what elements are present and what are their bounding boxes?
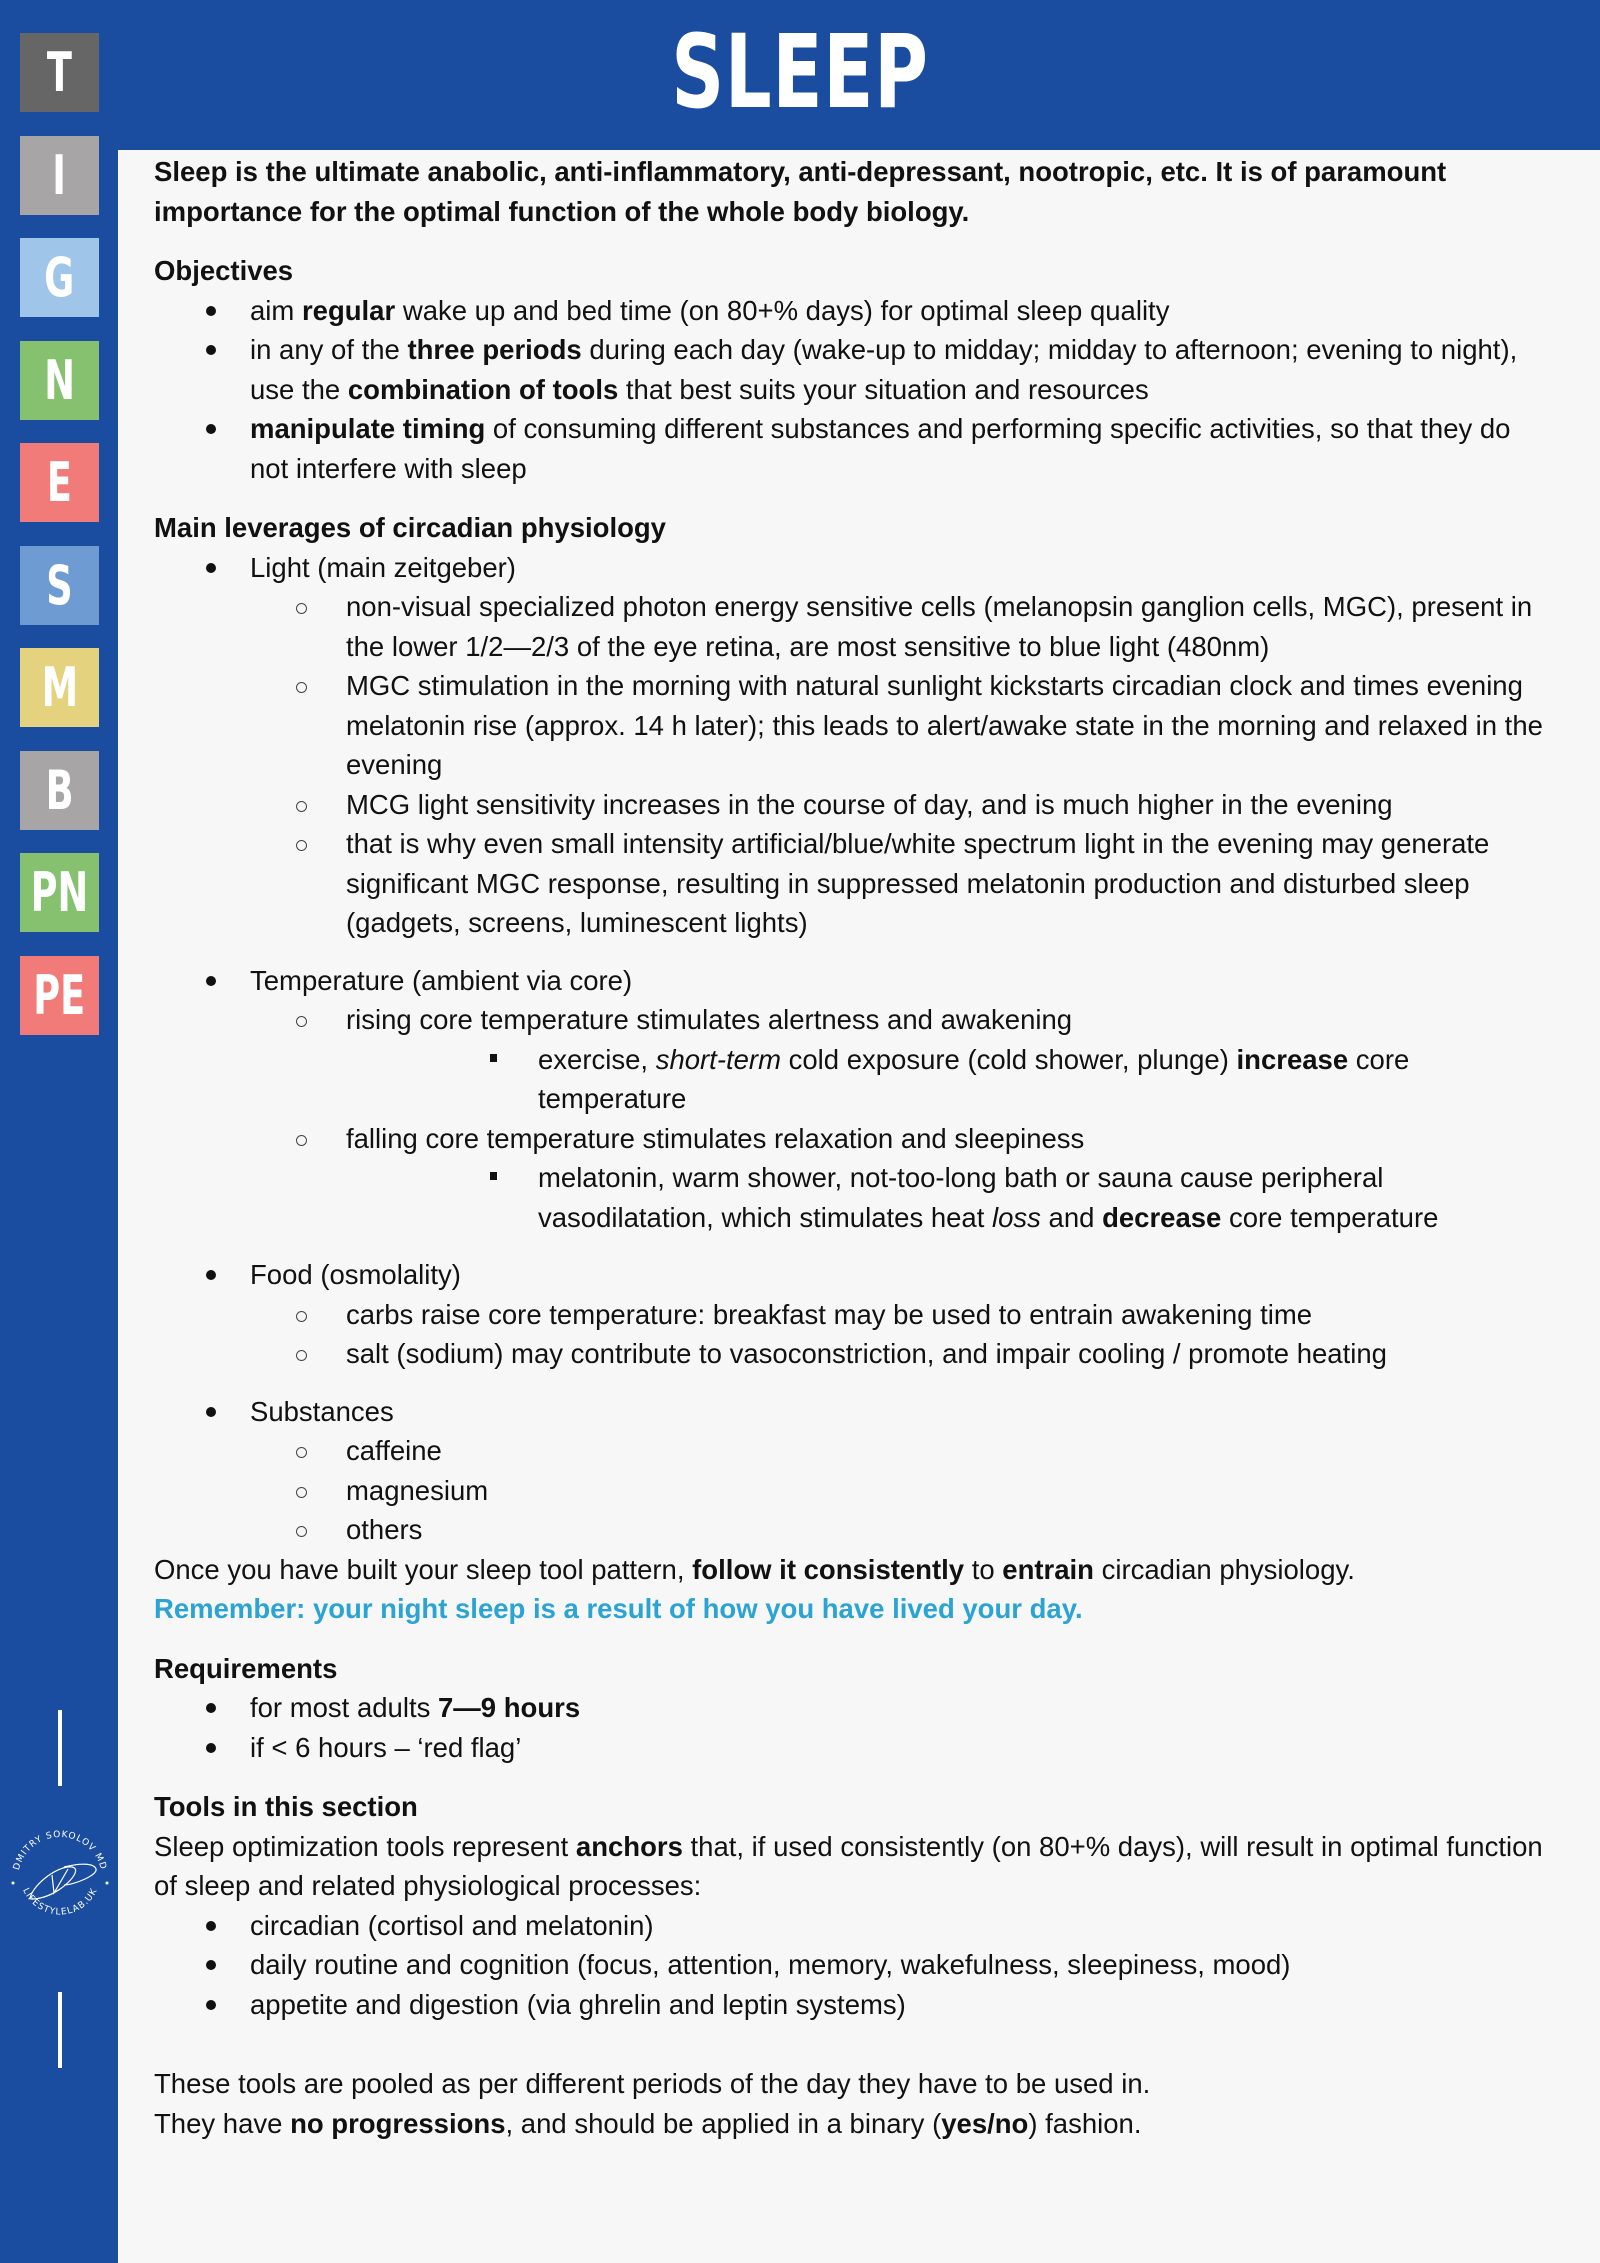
list-item: circadian (cortisol and melatonin) (154, 1906, 1554, 1946)
leverage-food: Food (osmolality) carbs raise core temperature: breakfast may be used to entrain awakening time salt (sodium) may contribute to vasoconstriction, and impair cooling / promote heating (154, 1255, 1554, 1374)
list-item: magnesium (250, 1471, 1554, 1511)
leverage-substances: Substances caffeine magnesium others (154, 1392, 1554, 1550)
leverage-light: Light (main zeitgeber) non-visual specialized photon energy sensitive cells (melanopsin ganglion cells, MGC), present in the lower 1/2—2/3 of the eye retina, are most sensitive to blue light (480nm) MGC stimulation in the morning with natural sunlight kickstarts circadian clock and times evening melatonin rise (approx. 14 h later); this leads to alert/awake state in the morning and relaxed in the evening MCG light sensitivity increases in the course of day, and is much higher in the evening that is why even small intensity artificial/blue/white spectrum light in the evening may generate significant MGC response, resulting in suppressed melatonin production and disturbed sleep (gadgets, screens, luminescent lights) (154, 548, 1554, 943)
tools-heading: Tools in this section (154, 1791, 418, 1822)
list-item: appetite and digestion (via ghrelin and leptin systems) (154, 1985, 1554, 2025)
list-item: rising core temperature stimulates alertness and awakening exercise, short-term cold exposure (cold shower, plunge) increase core temperature (250, 1000, 1554, 1119)
tile-nav (20, 33, 99, 1058)
leverages-list (154, 548, 1554, 1550)
list-item: MCG light sensitivity increases in the course of day, and is much higher in the evening (250, 785, 1554, 825)
list-item: aim regular wake up and bed time (on 80+% days) for optimal sleep quality (154, 291, 1554, 331)
tools-footer-line2: They have no progressions, and should be applied in a binary (yes/no) fashion. (154, 2107, 1142, 2139)
objectives-heading: Objectives (154, 255, 294, 286)
svg-text:DMITRY SOKOLOV MD: DMITRY SOKOLOV MD (11, 1829, 109, 1872)
consistency-paragraph: Once you have built your sleep tool pattern, follow it consistently to entrain circadian physiology. (154, 1553, 1355, 1585)
intro-paragraph: Sleep is the ultimate anabolic, anti-inflammatory, anti-depressant, nootropic, etc. It is of paramount importance for the optimal function of the whole body biology. (154, 156, 1447, 227)
requirements-heading: Requirements (154, 1652, 338, 1684)
list-item: non-visual specialized photon energy sensitive cells (melanopsin ganglion cells, MGC), present in the lower 1/2—2/3 of the eye retina, are most sensitive to blue light (480nm) (250, 587, 1554, 666)
list-item: for most adults 7—9 hours (154, 1688, 1554, 1728)
list-item: daily routine and cognition (focus, attention, memory, wakefulness, sleepiness, mood) (154, 1945, 1554, 1985)
tile-i[interactable]: I (20, 136, 99, 215)
sidebar (0, 0, 118, 2263)
page-header (118, 0, 1600, 150)
divider-line-bottom (58, 1992, 62, 2068)
list-item: melatonin, warm shower, not-too-long bath or sauna cause peripheral vasodilatation, which stimulates heat loss and decrease core temperature (442, 1158, 1554, 1237)
signature-logo-icon (4, 1823, 116, 1935)
page-title: SLEEP (671, 13, 929, 132)
remember-callout: Remember: your night sleep is a result of how you have lived your day. (154, 1593, 1083, 1624)
list-item: caffeine (250, 1431, 1554, 1471)
list-item: carbs raise core temperature: breakfast may be used to entrain awakening time (250, 1295, 1554, 1335)
requirements-list (154, 1688, 1554, 1767)
tools-list (154, 1906, 1554, 2025)
tile-pe[interactable]: PE (20, 956, 99, 1035)
tile-b[interactable]: B (20, 751, 99, 830)
list-item: others (250, 1510, 1554, 1550)
list-item: salt (sodium) may contribute to vasoconstriction, and impair cooling / promote heating (250, 1334, 1554, 1374)
list-item: in any of the three periods during each day (wake-up to midday; midday to afternoon; evening to night), use the combination of tools that best suits your situation and resources (154, 330, 1554, 409)
tile-g[interactable]: G (20, 238, 99, 317)
tile-pn[interactable]: PN (20, 853, 99, 932)
divider-line-top (58, 1710, 62, 1786)
document-body (154, 150, 1554, 2143)
tile-m[interactable]: M (20, 648, 99, 727)
list-item: manipulate timing of consuming different substances and performing specific activities, so that they do not interfere with sleep (154, 409, 1554, 488)
tile-n[interactable]: N (20, 341, 99, 420)
leverage-temperature: Temperature (ambient via core) rising core temperature stimulates alertness and awakening exercise, short-term cold exposure (cold shower, plunge) increase core temperature falling core temperature stimulates relaxation and sleepiness melatonin, warm shower, not-too-long bath or sauna cause peripheral vasodilatation, which stimulates heat loss and decrease core temperature (154, 961, 1554, 1238)
tile-e[interactable]: E (20, 443, 99, 522)
list-item: exercise, short-term cold exposure (cold shower, plunge) increase core temperature (442, 1040, 1554, 1119)
objectives-list (154, 291, 1554, 489)
tools-paragraph: Sleep optimization tools represent anchors that, if used consistently (on 80+% days), will result in optimal function of sleep and related physiological processes: (154, 1830, 1543, 1901)
leverages-heading: Main leverages of circadian physiology (154, 512, 666, 543)
tools-footer-line1: These tools are pooled as per different periods of the day they have to be used in. (154, 2068, 1151, 2099)
svg-text:LIFESTYLELAB.UK: LIFESTYLELAB.UK (20, 1886, 100, 1918)
list-item: that is why even small intensity artificial/blue/white spectrum light in the evening may generate significant MGC response, resulting in suppressed melatonin production and disturbed sleep (gadgets, screens, luminescent lights) (250, 824, 1554, 943)
tile-s[interactable]: S (20, 546, 99, 625)
list-item: falling core temperature stimulates relaxation and sleepiness melatonin, warm shower, not-too-long bath or sauna cause peripheral vasodilatation, which stimulates heat loss and decrease core temperature (250, 1119, 1554, 1238)
list-item: if < 6 hours – ‘red flag’ (154, 1728, 1554, 1768)
tile-t[interactable]: T (20, 33, 99, 112)
list-item: MGC stimulation in the morning with natural sunlight kickstarts circadian clock and times evening melatonin rise (approx. 14 h later); this leads to alert/awake state in the morning and relaxed in the evening (250, 666, 1554, 785)
